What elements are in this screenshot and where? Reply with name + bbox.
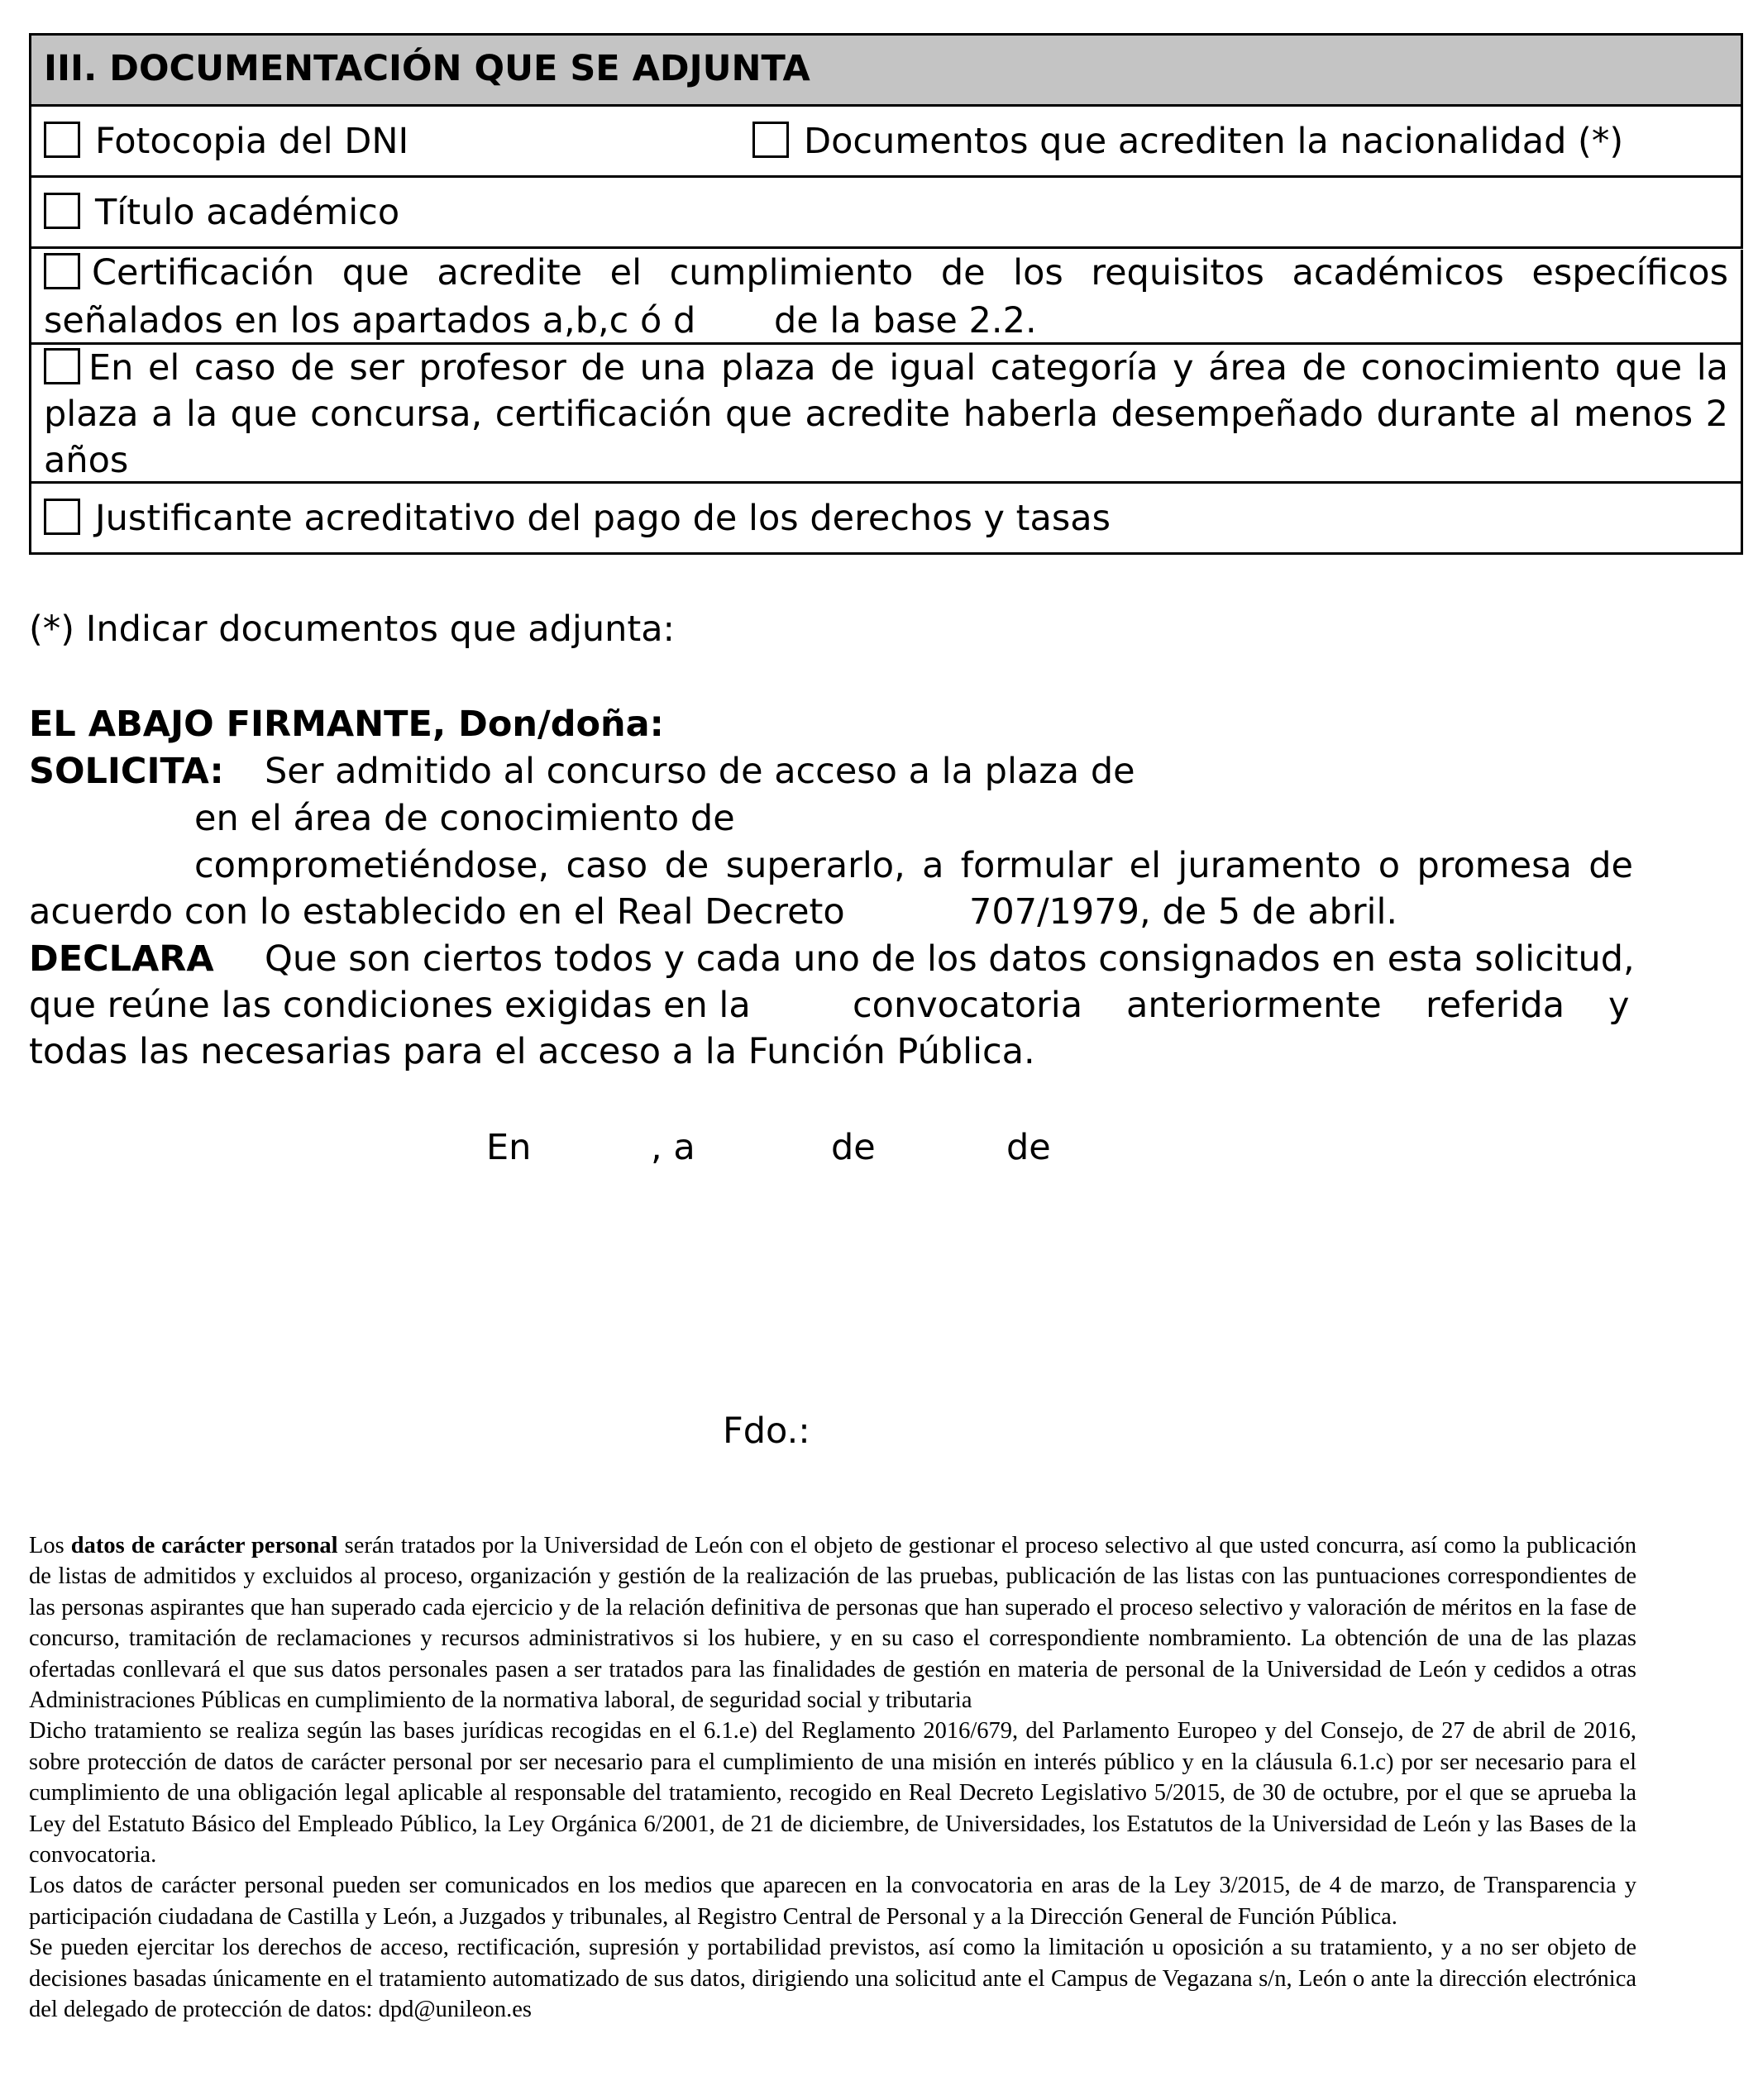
label-certificacion-1: Certificación que acredite el cumplimiento de los requisitos académicos específicos xyxy=(92,252,1728,294)
section-header xyxy=(31,36,1743,107)
privacy-paragraph-2: Dicho tratamiento se realiza según las bases jurídicas recogidas en el 6.1.e) del Reglamento 2016/679, del Parlamento Europeo y del Consejo, de 27 de abril de 2016, sobre protección de datos de carácter personal por ser necesario para el cumplimiento de una misión en interés público y en la cláusula 6.1.c) por ser necesario para el cumplimiento de una obligación legal aplicable al responsable del tratamiento, recogido en Real Decreto Legislativo 5/2015, de 30 de octubre, por el que se aprueba la Ley del Estatuto Básico del Empleado Público, la Ley Orgánica 6/2001, de 21 de diciembre, de Universidades, los Estatutos de la Universidad de León y las Bases de la convocatoria. xyxy=(29,1718,1636,1869)
label-certificacion-2b: de la base 2.2. xyxy=(774,300,1037,341)
checkbox-justificante[interactable] xyxy=(44,499,80,535)
documentation-table xyxy=(29,33,1743,555)
label-nacionalidad: Documentos que acrediten la nacionalidad (*) xyxy=(804,121,1624,162)
declara-text-2d: referida xyxy=(1426,985,1565,1026)
label-profesor-2: plaza a la que concursa, certificación que acredite haberla desempeñado durante al menos 2 xyxy=(44,394,1728,435)
row-profesor[interactable] xyxy=(31,345,1743,484)
option-nacionalidad[interactable] xyxy=(752,118,1623,165)
checkbox-dni[interactable] xyxy=(44,122,80,158)
privacy-paragraph-3: Los datos de carácter personal pueden ser comunicados en los medios que aparecen en la convocatoria en aras de la Ley 3/2015, de 4 de marzo, de Transparencia y participación ciudadana de Castilla y León, a Juzgados y tribunales, al Registro Central de Personal y a la Dirección General de Función Pública. xyxy=(29,1873,1636,1930)
privacy-p1-bold: datos de carácter personal xyxy=(70,1533,338,1558)
profesor-line-1 xyxy=(44,345,1728,391)
label-certificacion-2a: señalados en los apartados a,b,c ó d xyxy=(44,300,696,341)
certificacion-line-1 xyxy=(44,250,1728,298)
row-titulo[interactable] xyxy=(31,178,1743,249)
checkbox-titulo[interactable] xyxy=(44,193,80,229)
checkbox-certificacion[interactable] xyxy=(44,253,80,289)
solicita-text-4a: acuerdo con lo establecido en el Real Decreto xyxy=(29,891,845,933)
privacy-notice xyxy=(29,1530,1636,2026)
privacy-paragraph-1 xyxy=(29,1530,1636,1716)
privacy-p1-intro: Los xyxy=(29,1533,71,1558)
privacy-p1-rest: serán tratados por la Universidad de León con el objeto de gestionar el proceso selectivo al que usted concurra, así como la publicación de listas de admitidos y excluidos al proceso, organización y gestión de la realización de las pruebas, publicación de las listas con las puntuaciones correspondientes de las personas aspirantes que han superado cada ejercicio y de la relación definitiva de personas que han superado el proceso selectivo y valoración de méritos en la fase de concurso, tramitación de reclamaciones y recursos administrativos si los hubiere, y en su caso el correspondiente nombramiento. La obtención de una de las plazas ofertadas conllevará el que sus datos personales pasen a ser tratados para las finalidades de gestión en materia de personal de la Universidad de León y cedidos a otras Administraciones Públicas en cumplimiento de la normativa laboral, de seguridad social y tributaria xyxy=(29,1533,1637,1714)
date-de-1: de xyxy=(831,1127,876,1168)
label-justificante: Justificante acreditativo del pago de los derechos y tasas xyxy=(95,498,1111,539)
row-dni-nacionalidad xyxy=(31,107,1743,178)
attachments-note: (*) Indicar documentos que adjunta: xyxy=(29,609,676,650)
label-titulo: Título académico xyxy=(95,192,400,233)
profesor-line-2 xyxy=(44,391,1728,437)
declara-text-2a: que reúne las condiciones exigidas en la xyxy=(29,985,751,1026)
solicita-label: SOLICITA: xyxy=(29,751,224,792)
declara-text-2b: convocatoria xyxy=(853,985,1083,1026)
declara-text-3: todas las necesarias para el acceso a la Función Pública. xyxy=(29,1031,1035,1072)
date-en: En xyxy=(486,1127,532,1168)
privacy-paragraph-4: Se pueden ejercitar los derechos de acceso, rectificación, supresión y portabilidad previstos, así como la limitación u oposición a su tratamiento, y a no ser objeto de decisiones basadas únicamente en el tratamiento automatizado de sus datos, dirigiendo una solicitud ante el Campus de Vegazana s/n, León o ante la dirección electrónica del delegado de protección de datos: dpd@unileon.es xyxy=(29,1935,1636,2023)
label-dni: Fotocopia del DNI xyxy=(95,121,409,162)
firmante-label: EL ABAJO FIRMANTE, Don/doña: xyxy=(29,704,664,745)
label-profesor-3: años xyxy=(44,440,129,481)
solicita-text-1: Ser admitido al concurso de acceso a la plaza de xyxy=(265,751,1135,792)
date-a: , a xyxy=(651,1127,695,1168)
checkbox-nacionalidad[interactable] xyxy=(752,122,789,158)
declara-label: DECLARA xyxy=(29,938,214,980)
row-justificante[interactable] xyxy=(31,484,1743,555)
solicita-text-3: comprometiéndose, caso de superarlo, a formular el juramento o promesa de xyxy=(194,845,1633,886)
profesor-line-3 xyxy=(44,437,1728,484)
date-de-2: de xyxy=(1006,1127,1051,1168)
declara-text-2c: anteriormente xyxy=(1126,985,1382,1026)
solicita-text-2: en el área de conocimiento de xyxy=(194,798,735,839)
row-certificacion[interactable] xyxy=(31,250,1743,345)
option-dni[interactable] xyxy=(44,118,408,165)
signature-label: Fdo.: xyxy=(723,1410,810,1452)
checkbox-profesor[interactable] xyxy=(44,348,80,384)
declara-text-2e: y xyxy=(1608,985,1630,1026)
declara-text-1: Que son ciertos todos y cada uno de los datos consignados en esta solicitud, xyxy=(265,938,1635,980)
solicita-text-4b: 707/1979, de 5 de abril. xyxy=(969,891,1398,933)
label-profesor-1: En el caso de ser profesor de una plaza de igual categoría y área de conocimiento que la xyxy=(88,347,1728,389)
section-title: III. DOCUMENTACIÓN QUE SE ADJUNTA xyxy=(44,48,810,89)
certificacion-line-2 xyxy=(44,298,1728,344)
